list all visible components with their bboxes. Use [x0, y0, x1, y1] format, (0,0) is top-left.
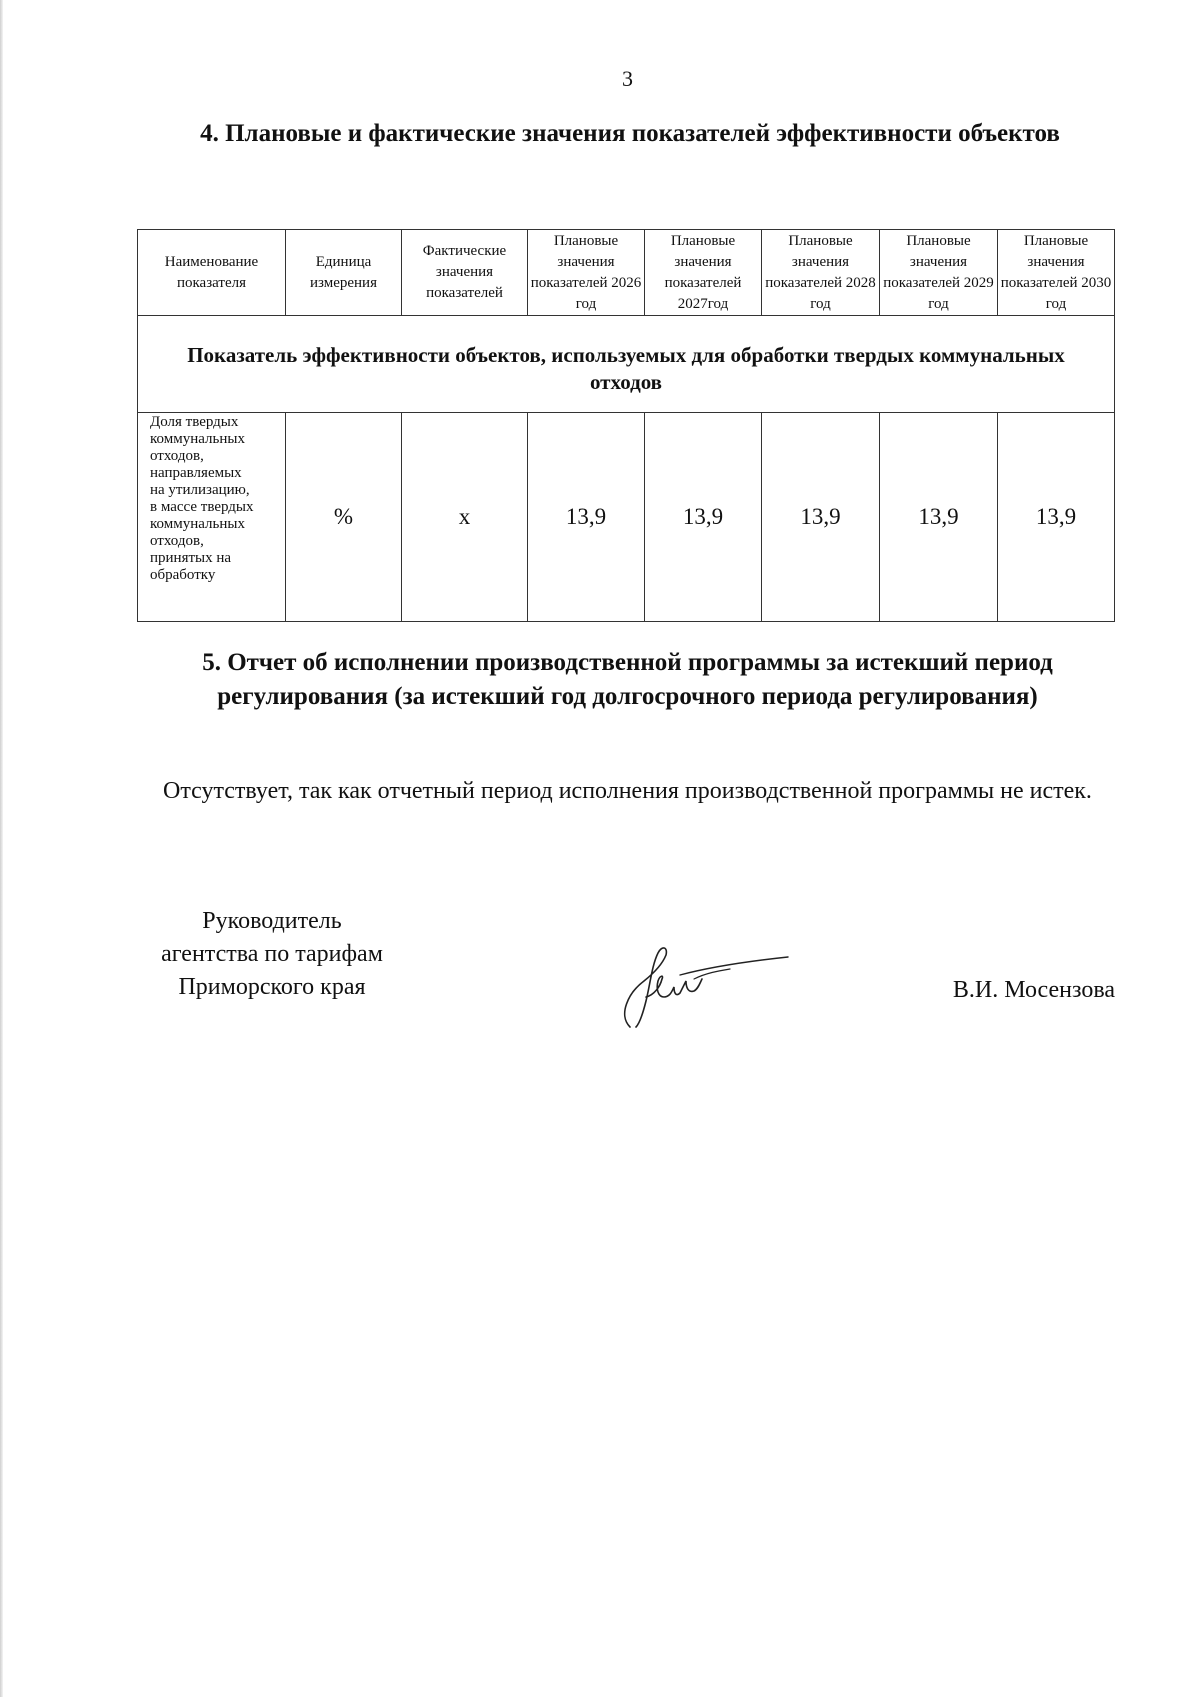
indicator-name-line: коммунальных: [150, 431, 245, 447]
indicator-name-line: отходов,: [150, 533, 204, 549]
plan-2029-cell: 13,9: [880, 413, 998, 622]
handwritten-signature: [610, 935, 790, 1035]
actual-value-cell: x: [402, 413, 528, 622]
signer-role-line: Приморского края: [178, 974, 366, 1000]
indicator-name-line: отходов,: [150, 448, 204, 464]
indicator-name-cell: [138, 413, 286, 622]
plan-2027-cell: 13,9: [645, 413, 762, 622]
plan-2030-cell: 13,9: [998, 413, 1115, 622]
indicator-name-line: направляемых: [150, 465, 242, 481]
band-title: Показатель эффективности объектов, используемых для обработки твердых коммунальных отходов: [138, 316, 1115, 413]
header-plan-2029: Плановые значения показателей 2029 год: [880, 230, 998, 316]
signer-role-line: агентства по тарифам: [161, 941, 383, 967]
scan-edge: [0, 0, 3, 1697]
indicator-name-line: на утилизацию,: [150, 482, 250, 498]
indicator-name-line: коммунальных: [150, 516, 245, 532]
table-row: [138, 413, 1115, 622]
signer-name: В.И. Мосензова: [952, 977, 1115, 1003]
header-indicator-name: Наименование показателя: [138, 230, 286, 316]
header-plan-2030: Плановые значения показателей 2030 год: [998, 230, 1115, 316]
header-plan-2027: Плановые значения показателей 2027год: [645, 230, 762, 316]
section-5-title: 5. Отчет об исполнении производственной программы за истекший период регулирования (за истекший год долгосрочного периода регулирования): [202, 649, 1053, 710]
indicator-name-line: Доля твердых: [150, 414, 239, 430]
signer-role: [132, 905, 412, 1004]
page-number: 3: [622, 66, 633, 91]
indicator-name-line: принятых на: [150, 550, 232, 566]
header-plan-2028: Плановые значения показателей 2028 год: [762, 230, 880, 316]
header-unit: Единица измерения: [286, 230, 402, 316]
header-actual: Фактические значения показателей: [402, 230, 528, 316]
indicator-name-line: обработку: [150, 567, 216, 583]
table-band-row: [138, 316, 1115, 413]
table-header-row: [138, 230, 1115, 316]
section-5-body: Отсутствует, так как отчетный период исполнения производственной программы не истек.: [163, 778, 1092, 804]
plan-2028-cell: 13,9: [762, 413, 880, 622]
indicator-name-line: в массе твердых: [150, 499, 254, 515]
plan-2026-cell: 13,9: [528, 413, 645, 622]
header-plan-2026: Плановые значения показателей 2026 год: [528, 230, 645, 316]
signer-role-line: Руководитель: [202, 908, 342, 934]
section-4-title: 4. Плановые и фактические значения показателей эффективности объектов: [200, 120, 1060, 147]
indicators-table: [137, 229, 1115, 622]
unit-cell: %: [286, 413, 402, 622]
